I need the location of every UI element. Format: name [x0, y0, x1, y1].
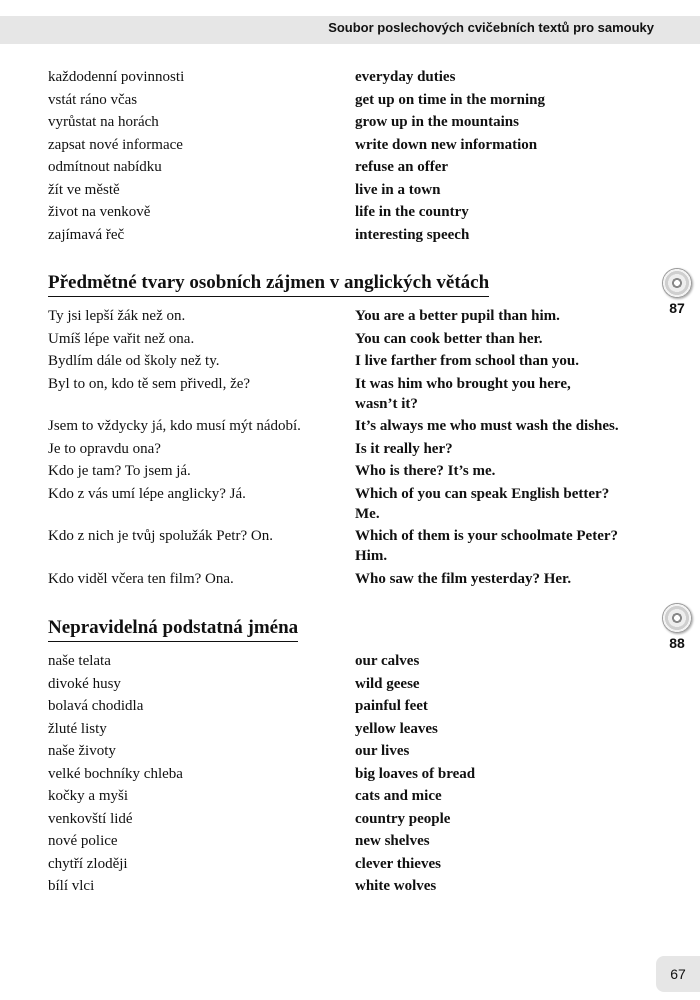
- english-phrase: [355, 157, 668, 177]
- czech-phrase: vyrůstat na horách: [48, 114, 159, 130]
- vocab-row: [48, 484, 668, 524]
- czech-phrase: bílí vlci: [48, 878, 95, 894]
- header-title: Soubor poslechových cvičebních textů pro samouky: [328, 20, 654, 35]
- czech-phrase: naše telata: [48, 653, 111, 669]
- english-line: painful feet: [355, 698, 428, 714]
- english-line: new shelves: [355, 833, 430, 849]
- vocab-row: [48, 696, 668, 716]
- english-line: white wolves: [355, 878, 437, 894]
- czech-phrase: každodenní povinnosti: [48, 69, 185, 85]
- cd-track-badge-88[interactable]: [659, 603, 695, 651]
- english-phrase: [355, 876, 668, 896]
- section-heading-pronouns: Předmětné tvary osobních zájmen v anglických větách: [48, 272, 489, 297]
- english-line: Which of you can speak English better?: [355, 485, 610, 502]
- vocab-row: [48, 439, 668, 459]
- english-phrase: [355, 809, 668, 829]
- english-phrase: [355, 416, 668, 436]
- english-line: live in a town: [355, 181, 441, 198]
- czech-phrase: divoké husy: [48, 675, 121, 692]
- english-phrase: [355, 764, 668, 784]
- english-phrase: [355, 202, 668, 222]
- vocab-list-1: [48, 67, 668, 247]
- czech-phrase: Kdo z nich je tvůj spolužák Petr? On.: [48, 528, 273, 544]
- czech-phrase: zajímavá řeč: [48, 226, 125, 243]
- english-line: wild geese: [355, 675, 420, 692]
- english-line: cats and mice: [355, 788, 442, 804]
- english-phrase: [355, 351, 668, 371]
- vocab-row: [48, 416, 668, 436]
- czech-phrase: venkovští lidé: [48, 810, 133, 827]
- english-phrase: [355, 831, 668, 851]
- english-line: country people: [355, 810, 451, 827]
- english-phrase: [355, 651, 668, 671]
- czech-phrase: Kdo viděl včera ten film? Ona.: [48, 570, 234, 587]
- vocab-row: [48, 569, 668, 589]
- vocab-row: [48, 741, 668, 761]
- vocab-row: [48, 809, 668, 829]
- vocab-row: [48, 225, 668, 245]
- english-phrase: [355, 90, 668, 110]
- vocab-row: [48, 719, 668, 739]
- english-phrase: [355, 674, 668, 694]
- vocab-row: [48, 831, 668, 851]
- vocab-row: [48, 876, 668, 896]
- english-line-continued: Him.: [355, 548, 388, 564]
- english-line: It was him who brought you here,: [355, 375, 571, 392]
- english-phrase: [355, 306, 668, 326]
- english-line: our calves: [355, 653, 420, 669]
- english-line: Is it really her?: [355, 440, 453, 457]
- czech-phrase: nové police: [48, 833, 118, 849]
- czech-phrase: Jsem to vždycky já, kdo musí mýt nádobí.: [48, 418, 301, 434]
- czech-phrase: kočky a myši: [48, 788, 128, 804]
- czech-phrase: Umíš lépe vařit než ona.: [48, 330, 195, 347]
- english-phrase: [355, 439, 668, 459]
- english-phrase: [355, 696, 668, 716]
- cd-track-number: 87: [669, 300, 685, 316]
- section-heading-irregular-nouns: Nepravidelná podstatná jména: [48, 617, 298, 642]
- vocab-row: [48, 329, 668, 349]
- vocab-row: [48, 374, 668, 414]
- irregular-nouns-list: [48, 651, 668, 899]
- english-line: life in the country: [355, 204, 469, 220]
- english-phrase: [355, 225, 668, 245]
- english-line: grow up in the mountains: [355, 114, 519, 130]
- czech-phrase: žít ve městě: [48, 181, 120, 198]
- vocab-row: [48, 67, 668, 87]
- vocab-row: [48, 526, 668, 566]
- english-line: It’s always me who must wash the dishes.: [355, 418, 619, 434]
- czech-phrase: vstát ráno včas: [48, 91, 138, 108]
- english-line: interesting speech: [355, 226, 470, 243]
- english-phrase: [355, 374, 668, 414]
- czech-phrase: odmítnout nabídku: [48, 159, 162, 175]
- vocab-row: [48, 180, 668, 200]
- english-phrase: [355, 329, 668, 349]
- english-line: big loaves of bread: [355, 765, 476, 782]
- cd-icon: [662, 268, 692, 298]
- english-line: Which of them is your schoolmate Peter?: [355, 528, 619, 544]
- english-phrase: [355, 180, 668, 200]
- vocab-row: [48, 764, 668, 784]
- czech-phrase: Bydlím dále od školy než ty.: [48, 353, 220, 369]
- vocab-row: [48, 674, 668, 694]
- english-line: write down new information: [355, 136, 538, 153]
- vocab-row: [48, 90, 668, 110]
- english-line: You are a better pupil than him.: [355, 308, 560, 324]
- vocab-row: [48, 854, 668, 874]
- english-line: refuse an offer: [355, 159, 449, 175]
- english-line: get up on time in the morning: [355, 91, 546, 108]
- english-phrase: [355, 461, 668, 481]
- english-line: Who is there? It’s me.: [355, 463, 496, 479]
- english-line: everyday duties: [355, 69, 456, 85]
- english-phrase: [355, 719, 668, 739]
- vocab-row: [48, 135, 668, 155]
- vocab-row: [48, 202, 668, 222]
- czech-phrase: Byl to on, kdo tě sem přivedl, že?: [48, 375, 251, 392]
- vocab-row: [48, 306, 668, 326]
- czech-phrase: Kdo z vás umí lépe anglicky? Já.: [48, 485, 246, 502]
- english-line: our lives: [355, 743, 410, 759]
- vocab-row: [48, 351, 668, 371]
- cd-track-number: 88: [669, 635, 685, 651]
- english-line: clever thieves: [355, 855, 441, 872]
- english-line: You can cook better than her.: [355, 330, 543, 347]
- pronoun-sentences-list: [48, 306, 668, 591]
- english-line: Who saw the film yesterday? Her.: [355, 570, 572, 587]
- english-phrase: [355, 67, 668, 87]
- vocab-row: [48, 651, 668, 671]
- english-line: yellow leaves: [355, 720, 438, 737]
- czech-phrase: žluté listy: [48, 720, 107, 737]
- english-line-continued: wasn’t it?: [355, 395, 418, 412]
- english-phrase: [355, 112, 668, 132]
- english-phrase: [355, 135, 668, 155]
- czech-phrase: velké bochníky chleba: [48, 765, 183, 782]
- czech-phrase: Kdo je tam? To jsem já.: [48, 463, 191, 479]
- vocab-row: [48, 157, 668, 177]
- czech-phrase: naše životy: [48, 743, 116, 759]
- page-number: 67: [656, 956, 700, 992]
- vocab-row: [48, 112, 668, 132]
- cd-icon: [662, 603, 692, 633]
- czech-phrase: Ty jsi lepší žák než on.: [48, 308, 186, 324]
- english-phrase: [355, 484, 668, 524]
- vocab-row: [48, 786, 668, 806]
- czech-phrase: chytří zloději: [48, 855, 128, 872]
- english-phrase: [355, 854, 668, 874]
- english-phrase: [355, 526, 668, 566]
- czech-phrase: zapsat nové informace: [48, 136, 183, 153]
- english-phrase: [355, 569, 668, 589]
- english-phrase: [355, 786, 668, 806]
- english-phrase: [355, 741, 668, 761]
- english-line-continued: Me.: [355, 505, 380, 522]
- czech-phrase: Je to opravdu ona?: [48, 440, 161, 457]
- czech-phrase: bolavá chodidla: [48, 698, 144, 714]
- english-line: I live farther from school than you.: [355, 353, 580, 369]
- vocab-row: [48, 461, 668, 481]
- czech-phrase: život na venkově: [48, 204, 151, 220]
